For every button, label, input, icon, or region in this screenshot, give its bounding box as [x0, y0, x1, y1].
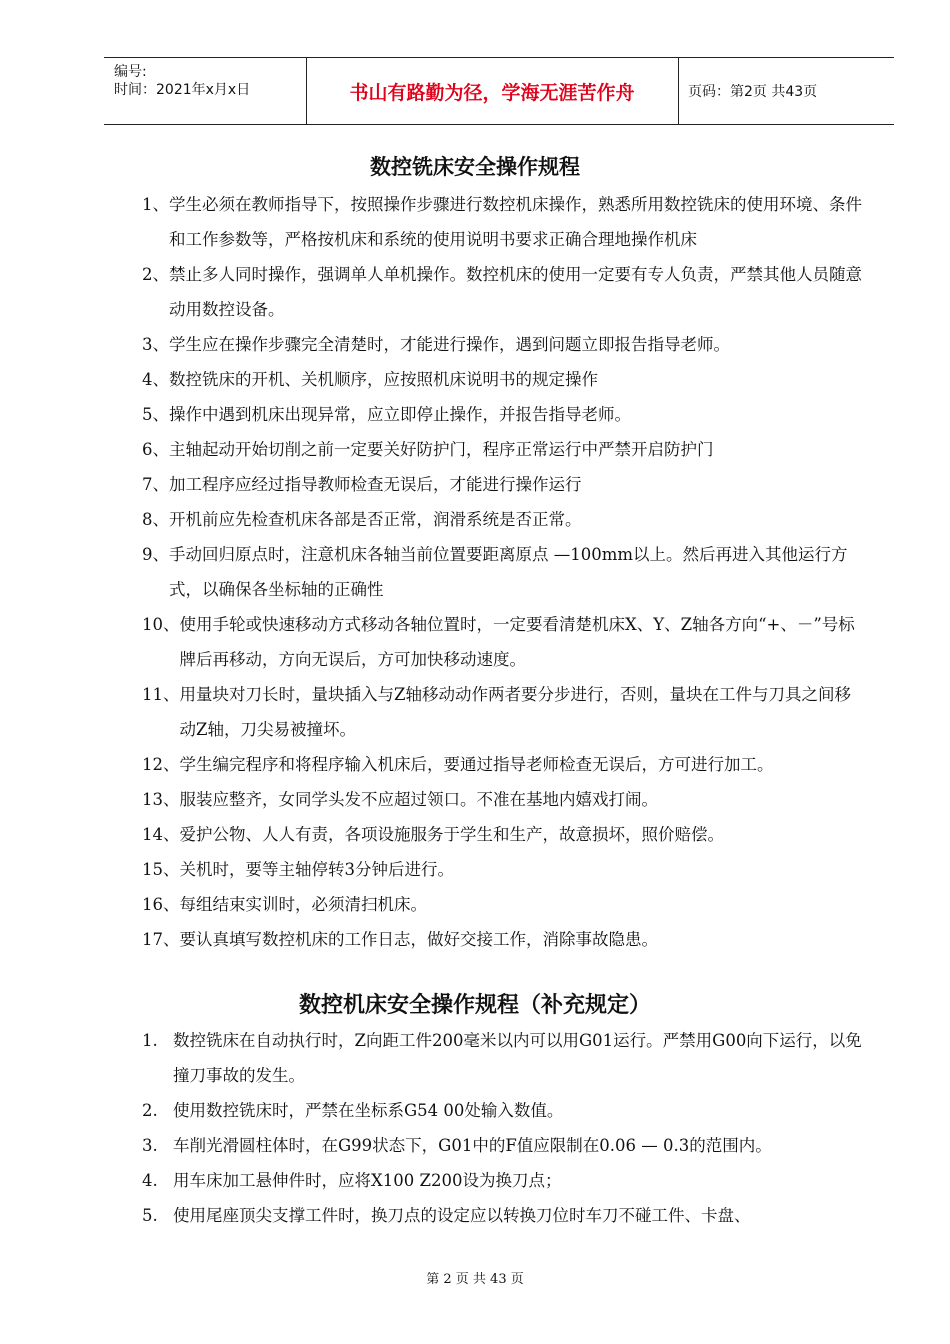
item-text: 车削光滑圆柱体时，在G99状态下，G01中的F值应限制在0.06 — 0.3的范围内。	[173, 1136, 772, 1155]
item-text: 每组结束实训时，必须清扫机床。	[179, 895, 427, 914]
item-text: 主轴起动开始切削之前一定要关好防护门，程序正常运行中严禁开启防护门	[169, 440, 714, 459]
item-number: 14、	[142, 825, 180, 844]
list-item	[142, 1023, 862, 1093]
item-text: 开机前应先检查机床各部是否正常，润滑系统是否正常。	[169, 510, 582, 529]
item-number: 15、	[142, 860, 180, 879]
list-item	[142, 432, 862, 467]
item-text: 用车床加工悬伸件时，应将X100 Z200设为换刀点；	[173, 1171, 562, 1190]
list-item	[142, 1198, 862, 1233]
item-text: 爱护公物、人人有责，各项设施服务于学生和生产，故意损坏，照价赔偿。	[179, 825, 724, 844]
list-item	[142, 1163, 862, 1198]
item-number: 1、	[142, 195, 169, 214]
page-footer: 第 2 页 共 43 页	[426, 1272, 524, 1287]
item-text: 操作中遇到机床出现异常，应立即停止操作，并报告指导老师。	[169, 405, 631, 424]
item-text: 加工程序应经过指导教师检查无误后，才能进行操作运行	[169, 475, 582, 494]
item-number: 1.	[142, 1031, 158, 1050]
item-number: 11、	[142, 685, 180, 704]
item-number: 3、	[142, 335, 169, 354]
item-number: 4、	[142, 370, 169, 389]
item-number: 10、	[142, 615, 180, 634]
item-number: 5、	[142, 405, 169, 424]
item-number: 13、	[142, 790, 180, 809]
header-meta	[114, 63, 250, 99]
item-text: 禁止多人同时操作，强调单人单机操作。数控机床的使用一定要有专人负责，严禁其他人员随意动用数控设备。	[169, 265, 862, 319]
list-item	[142, 257, 862, 327]
item-number: 16、	[142, 895, 180, 914]
list-item	[142, 362, 862, 397]
item-number: 2、	[142, 265, 169, 284]
item-text: 手动回归原点时，注意机床各轴当前位置要距离原点 —100mm以上。然后再进入其他运行方式，以确保各坐标轴的正确性	[169, 545, 848, 599]
item-text: 学生编完程序和将程序输入机床后，要通过指导老师检查无误后，方可进行加工。	[179, 755, 774, 774]
supplement-list	[142, 1023, 862, 1233]
list-item	[142, 1093, 862, 1128]
item-number: 2.	[142, 1101, 158, 1120]
list-item	[142, 887, 862, 922]
list-item	[142, 677, 862, 747]
item-text: 使用数控铣床时，严禁在坐标系G54 00处输入数值。	[173, 1101, 564, 1120]
item-text: 数控铣床的开机、关机顺序，应按照机床说明书的规定操作	[169, 370, 598, 389]
list-item	[142, 537, 862, 607]
code-label: 编号:	[114, 64, 147, 80]
item-number: 4.	[142, 1171, 158, 1190]
list-item	[142, 502, 862, 537]
rules-list	[142, 187, 862, 957]
list-item	[142, 747, 862, 782]
item-number: 17、	[142, 930, 180, 949]
supplement-title: 数控机床安全操作规程（补充规定）	[298, 993, 651, 1018]
item-text: 学生应在操作步骤完全清楚时，才能进行操作，遇到问题立即报告指导老师。	[169, 335, 730, 354]
header-table	[104, 57, 894, 125]
list-item	[142, 1128, 862, 1163]
item-number: 5.	[142, 1206, 158, 1225]
item-text: 服装应整齐，女同学头发不应超过领口。不准在基地内嬉戏打闹。	[179, 790, 658, 809]
list-item	[142, 817, 862, 852]
item-text: 关机时，要等主轴停转3分钟后进行。	[179, 860, 454, 879]
item-text: 使用手轮或快速移动方式移动各轴位置时，一定要看清楚机床X、Y、Z轴各方向“+、－”号标牌后再移动，方向无误后，方可加快移动速度。	[179, 615, 855, 669]
item-text: 要认真填写数控机床的工作日志，做好交接工作，消除事故隐患。	[179, 930, 658, 949]
list-item	[142, 397, 862, 432]
item-number: 9、	[142, 545, 169, 564]
list-item	[142, 922, 862, 957]
item-text: 使用尾座顶尖支撑工件时，换刀点的设定应以转换刀位时车刀不碰工件、卡盘、	[173, 1206, 751, 1225]
item-number: 8、	[142, 510, 169, 529]
header-motto: 书山有路勤为径，学海无涯苦作舟	[349, 81, 635, 104]
item-text: 学生必须在教师指导下，按照操作步骤进行数控机床操作，熟悉所用数控铣床的使用环境、条件和工作参数等，严格按机床和系统的使用说明书要求正确合理地操作机床	[169, 195, 862, 249]
header-page-info: 页码：第2页 共43页	[688, 84, 818, 100]
list-item	[142, 327, 862, 362]
item-number: 3.	[142, 1136, 158, 1155]
time-label: 时间：2021年x月x日	[114, 82, 251, 98]
item-number: 12、	[142, 755, 180, 774]
item-number: 7、	[142, 475, 169, 494]
item-text: 数控铣床在自动执行时，Z向距工件200毫米以内可以用G01运行。严禁用G00向下运行，以免撞刀事故的发生。	[173, 1031, 862, 1085]
list-item	[142, 607, 862, 677]
list-item	[142, 187, 862, 257]
item-text: 用量块对刀长时，量块插入与Z轴移动动作两者要分步进行，否则，量块在工件与刀具之间移动Z轴，刀尖易被撞坏。	[179, 685, 851, 739]
item-number: 6、	[142, 440, 169, 459]
list-item	[142, 782, 862, 817]
list-item	[142, 852, 862, 887]
list-item	[142, 467, 862, 502]
document-title: 数控铣床安全操作规程	[370, 155, 580, 179]
